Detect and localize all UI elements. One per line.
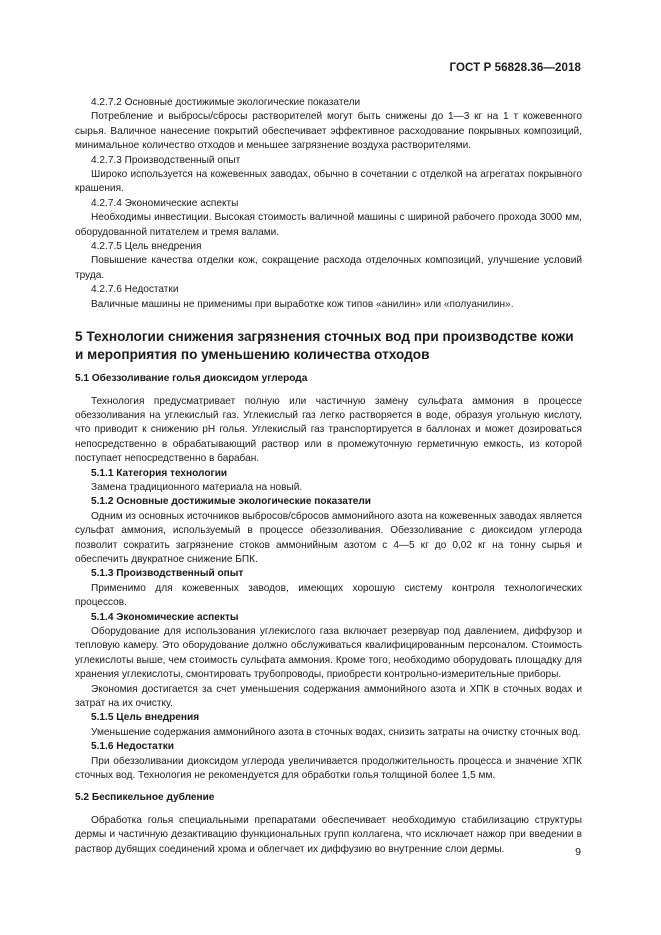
heading-4273: 4.2.7.3 Производственный опыт bbox=[91, 154, 241, 166]
heading-51: 5.1 Обеззоливание голья диоксидом углерода bbox=[75, 373, 308, 385]
paragraph-4272: Потребление и выбросы/сбросы растворителей могут быть снижены до 1—3 кг на 1 т кожевенного сырья. Валичное нанесение покрытий обеспечивает эффективное расходование покрывных композиций, минимальное количество отходов и меньшее загрязнение воздуха растворителями. bbox=[75, 111, 582, 152]
heading-4272: 4.2.7.2 Основные достижимые экологические показатели bbox=[91, 97, 361, 108]
paragraph-514-2: Экономия достигается за счет уменьшения содержания аммонийного азота и ХПК в сточных водах и затрат на их очистку. bbox=[75, 683, 582, 710]
heading-512: 5.1.2 Основные достижимые экологические показатели bbox=[91, 496, 372, 508]
heading-4274: 4.2.7.4 Экономические аспекты bbox=[91, 197, 239, 209]
paragraph-4274: Необходимы инвестиции. Высокая стоимость валичной машины с шириной рабочего прохода 3000 мм, оборудованной питателем и тремя валами. bbox=[75, 212, 582, 238]
paragraph-4275: Повышение качества отделки кож, сокращение расхода отделочных композиций, улучшение условий труда. bbox=[75, 255, 582, 281]
paragraph-516: При обеззоливании диоксидом углерода увеличивается продолжительность процесса и значение ХПК сточных вод. Технология не рекомендуется для обработки голья толщиной более 1,5 мм. bbox=[75, 755, 582, 782]
page-number: 9 bbox=[575, 846, 581, 858]
heading-511: 5.1.1 Категория технологии bbox=[91, 467, 228, 479]
document-body bbox=[75, 96, 582, 857]
paragraph-51: Технология предусматривает полную или частичную замену сульфата аммония в процессе обеззоливания на углекислый газ. Углекислый газ легко растворяется в воде, образуя угольную кислоту, что приводит к снижению pH голья. Углекислый газ транспортируется в баллонах и может дозироваться непосредственно в обрабатывающий раствор или в промежуточную герметичную емкость, из которой поступает непосредственно в барабан. bbox=[75, 395, 582, 465]
paragraph-512: Одним из основных источников выбросов/сбросов аммонийного азота на кожевенных заводах является сульфат аммония, используемый в процессе обеззоливания. Обеззоливание с диоксидом углерода позволит сократить загрязнение стоков аммонийным азотом с 4—5 кг до 0,02 кг на тонну сырья и обеспечить двукратное снижение БПК. bbox=[75, 510, 582, 565]
paragraph-513: Применимо для кожевенных заводов, имеющих хорошую систему контроля технологических процессов. bbox=[75, 582, 582, 609]
heading-4275: 4.2.7.5 Цель внедрения bbox=[91, 241, 202, 253]
section-5-title: 5 Технологии снижения загрязнения сточных вод при производстве кожи и мероприятия по уменьшению количества отходов bbox=[75, 329, 574, 363]
paragraph-515: Уменьшение содержания аммонийного азота в сточных водах, снизить затраты на очистку сточных вод. bbox=[91, 726, 581, 738]
paragraph-511: Замена традиционного материала на новый. bbox=[91, 481, 303, 493]
paragraph-4273: Широко используется на кожевенных заводах, обычно в сочетании с отделкой на агрегатах покрывного крашения. bbox=[75, 169, 582, 195]
heading-515: 5.1.5 Цель внедрения bbox=[91, 712, 200, 724]
paragraph-4276: Валичные машины не применимы при выработке кож типов «анилин» или «полуанилин». bbox=[91, 298, 514, 310]
doc-code-header: ГОСТ Р 56828.36—2018 bbox=[449, 62, 581, 74]
heading-52: 5.2 Беспикельное дубление bbox=[75, 792, 215, 804]
heading-513: 5.1.3 Производственный опыт bbox=[91, 568, 244, 580]
paragraph-52: Обработка голья специальными препаратами обеспечивает необходимую стабилизацию структуры дермы и частичную дезактивацию функциональных групп коллагена, что исключает нажор при введении в раствор дубящих соединений хрома и облегчает их диффузию во внутренние слои дермы. bbox=[75, 814, 582, 855]
heading-516: 5.1.6 Недостатки bbox=[91, 741, 174, 753]
paragraph-514-1: Оборудование для использования углекислого газа включает резервуар под давлением, диффузор и тепловую камеру. Это оборудование должно обслуживаться квалифицированным персоналом. Стоимость углекислоты выше, чем стоимость сульфата аммония. Кроме того, необходимо оборудовать площадку для хранения углекислоты, смонтировать трубопроводы, приобрести контрольно-измерительные приборы. bbox=[75, 626, 582, 681]
heading-514: 5.1.4 Экономические аспекты bbox=[91, 611, 239, 623]
heading-4276: 4.2.7.6 Недостатки bbox=[91, 284, 179, 296]
